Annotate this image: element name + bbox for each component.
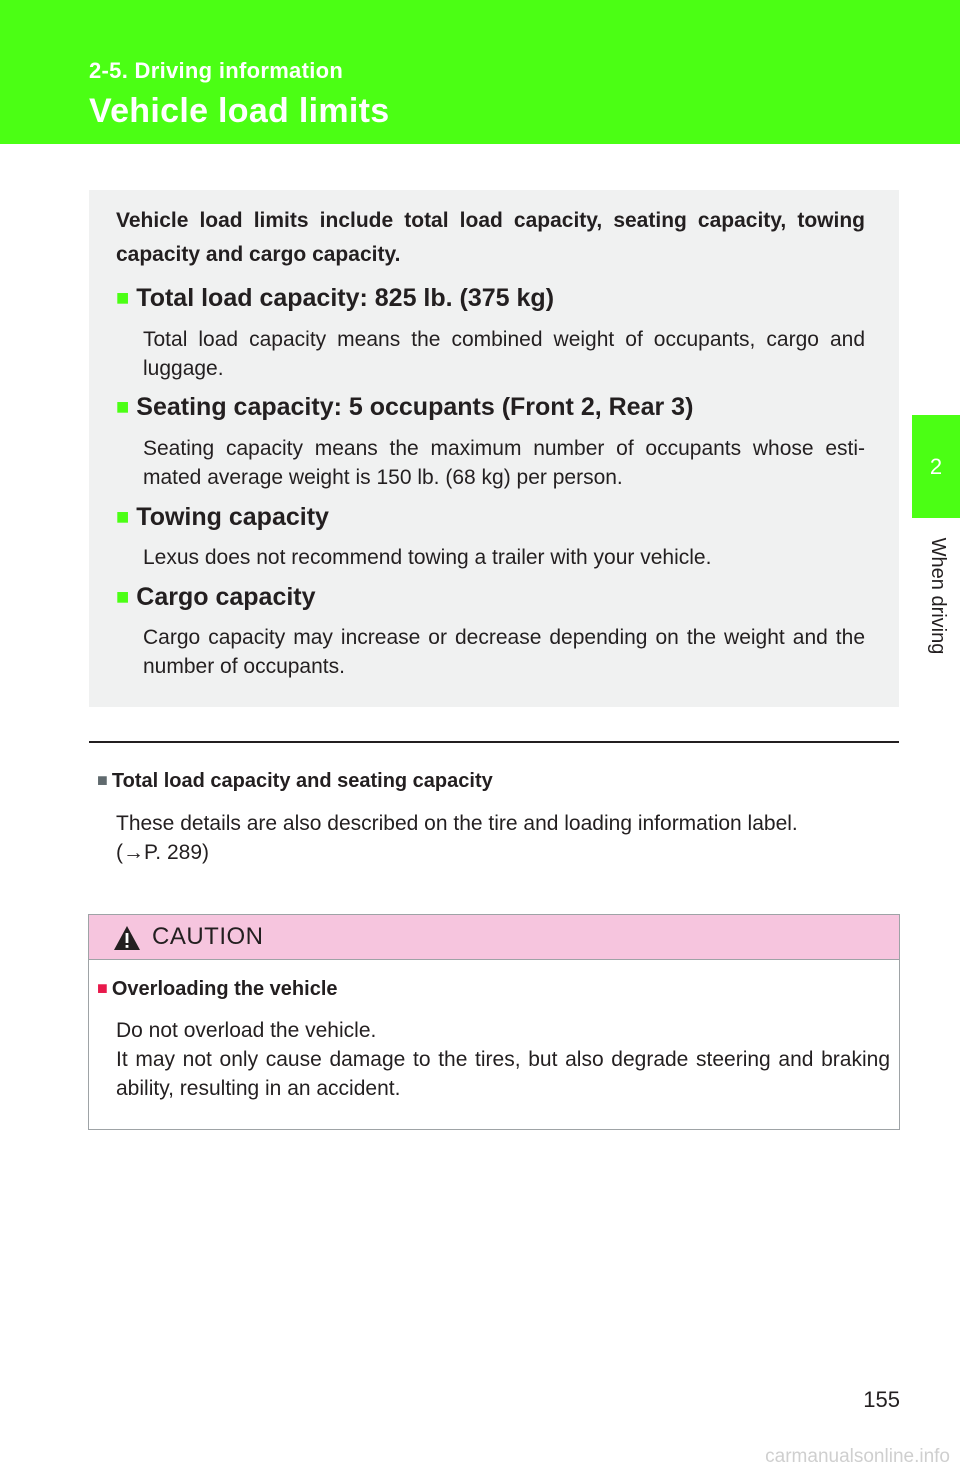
item-text-seating: Seating capacity means the maximum number of occupants whose esti-mated average weight is 150 lb. (68 kg) per person. <box>143 437 865 489</box>
caution-box <box>88 914 900 1130</box>
square-bullet-icon: ■ <box>97 978 108 998</box>
caution-label: CAUTION <box>152 923 264 950</box>
divider-rule <box>89 741 899 743</box>
item-heading-text: Towing capacity <box>136 503 329 531</box>
note-text <box>116 809 876 867</box>
page-reference-link[interactable]: (→P. 289) <box>116 841 209 864</box>
square-bullet-icon: ■ <box>116 584 130 609</box>
section-label: 2-5. Driving information <box>89 58 344 83</box>
caution-heading <box>97 978 338 1001</box>
header-band <box>0 0 960 144</box>
note-line: These details are also described on the tire and loading information label. <box>116 812 798 835</box>
item-heading-cargo <box>116 583 316 612</box>
item-heading-towing <box>116 503 329 532</box>
item-heading-text: Total load capacity: 825 lb. (375 kg) <box>136 284 555 312</box>
caution-bar <box>89 915 899 960</box>
chapter-number: 2 <box>929 453 943 479</box>
square-bullet-icon: ■ <box>116 394 130 419</box>
item-heading-text: Seating capacity: 5 occupants (Front 2, Rear 3) <box>136 393 694 421</box>
warning-triangle-icon <box>113 925 141 951</box>
note-heading-text: Total load capacity and seating capacity <box>111 770 493 792</box>
watermark: carmanualsonline.info <box>765 1446 950 1467</box>
item-text-towing: Lexus does not recommend towing a trailer with your vehicle. <box>143 546 712 569</box>
item-heading-total-load <box>116 284 554 313</box>
chapter-label: When driving <box>927 537 949 655</box>
intro-text: Vehicle load limits include total load capacity, seating capacity, towing capacity and cargo capacity. <box>116 209 865 266</box>
square-bullet-icon: ■ <box>116 285 130 310</box>
caution-line: It may not only cause damage to the tires, but also degrade steering and braking ability, resulting in an accident. <box>116 1048 890 1100</box>
square-bullet-icon: ■ <box>116 504 130 529</box>
square-bullet-icon: ■ <box>97 770 108 790</box>
caution-heading-text: Overloading the vehicle <box>111 978 338 1000</box>
summary-box <box>89 190 899 707</box>
item-text-total-load: Total load capacity means the combined weight of occupants, cargo and luggage. <box>143 328 865 380</box>
caution-line: Do not overload the vehicle. <box>116 1019 377 1042</box>
item-heading-text: Cargo capacity <box>136 583 316 611</box>
page-number: 155 <box>863 1387 900 1412</box>
item-text-cargo: Cargo capacity may increase or decrease depending on the weight and the number of occupants. <box>143 626 865 678</box>
note-heading <box>97 770 493 793</box>
caution-text <box>116 1016 890 1103</box>
item-heading-seating <box>116 393 693 422</box>
page-title: Vehicle load limits <box>89 92 390 130</box>
